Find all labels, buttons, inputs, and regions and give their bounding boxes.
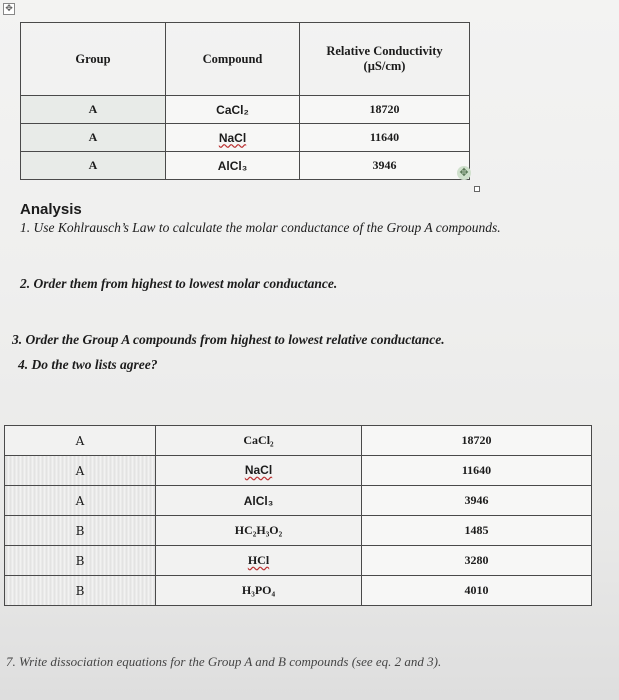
cell-compound: CaCl₂: [156, 426, 362, 456]
cell-group: A: [5, 426, 156, 456]
question-2: 2. Order them from highest to lowest molar conductance.: [20, 276, 338, 291]
cell-compound: AlCl₃: [166, 152, 300, 180]
header-relative-conductivity: [300, 23, 470, 96]
cell-value: 11640: [362, 456, 592, 486]
cell-value: 1485: [362, 516, 592, 546]
cell-group: A: [21, 96, 166, 124]
cell-value: 18720: [362, 426, 592, 456]
header-conductivity-line1: Relative Conductivity: [326, 44, 443, 58]
cell-compound: H₃PO₄: [156, 576, 362, 606]
table-resize-handle-icon[interactable]: ✥: [457, 166, 471, 180]
cell-value: 3946: [362, 486, 592, 516]
cell-group: A: [21, 124, 166, 152]
cell-value: 3946: [300, 152, 470, 180]
cell-compound: [156, 546, 362, 576]
resize-corner-icon[interactable]: [474, 186, 480, 192]
table-row: [21, 96, 470, 124]
question-4: 4. Do the two lists agree?: [18, 357, 158, 372]
cell-value: 4010: [362, 576, 592, 606]
cell-value: 18720: [300, 96, 470, 124]
table-header-row: [21, 23, 470, 96]
cell-compound: [156, 456, 362, 486]
question-7: 7. Write dissociation equations for the Group A and B compounds (see eq. 2 and 3).: [6, 654, 442, 669]
header-conductivity-line2: (µS/cm): [363, 59, 406, 73]
table-row: [5, 516, 592, 546]
cell-value: 11640: [300, 124, 470, 152]
cell-group: A: [5, 456, 156, 486]
cell-compound-text: NaCl: [218, 130, 247, 145]
table-row: [5, 546, 592, 576]
header-group: Group: [21, 23, 166, 96]
question-1: 1. Use Kohlrausch’s Law to calculate the molar conductance of the Group A compounds.: [20, 220, 501, 235]
table-row: [5, 426, 592, 456]
table-row: [5, 456, 592, 486]
table-row: [21, 124, 470, 152]
cell-group: B: [5, 576, 156, 606]
cell-compound: CaCl₂: [166, 96, 300, 124]
analysis-heading: Analysis: [20, 201, 82, 218]
cell-compound: [166, 124, 300, 152]
header-compound: Compound: [166, 23, 300, 96]
cell-group: A: [5, 486, 156, 516]
cell-group: B: [5, 546, 156, 576]
cell-compound: AlCl₃: [156, 486, 362, 516]
table-row: [5, 486, 592, 516]
cell-group: A: [21, 152, 166, 180]
cell-compound-text: NaCl: [244, 463, 273, 477]
conductivity-table-group-a: [20, 22, 470, 180]
table-row: [5, 576, 592, 606]
question-3: 3. Order the Group A compounds from highest to lowest relative conductance.: [12, 332, 445, 347]
conductivity-table-group-a-b: [4, 425, 592, 606]
cell-value: 3280: [362, 546, 592, 576]
table-row: [21, 152, 470, 180]
table-move-handle-icon[interactable]: ✥: [3, 3, 15, 15]
cell-compound-text: HCl: [247, 553, 270, 567]
cell-compound: HC₂H₃O₂: [156, 516, 362, 546]
cell-group: B: [5, 516, 156, 546]
